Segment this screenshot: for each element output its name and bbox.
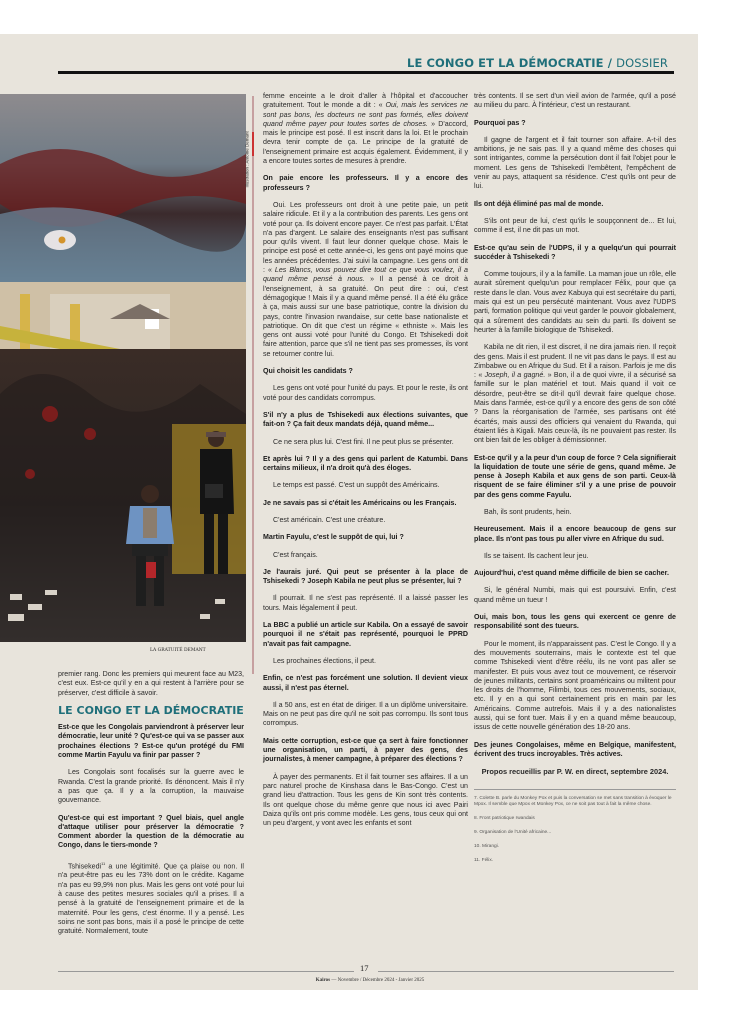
column-1	[58, 670, 244, 944]
paragraph: très contents. Il se sert d'un vieil avion de l'armée, qu'il a posé au milieu du parc. À l'intérieur, c'est un restaurant.	[474, 92, 676, 110]
illustration	[0, 94, 246, 660]
footnote: 7. Colette B. parle du Monkey Pox et puis la conversation se met sans transition à évoquer le Mpox. Il semble que Mpox et Monkey Pox, ce ne soit pas tout à fait la même chose.	[474, 795, 672, 807]
question: Mais cette corruption, est-ce que ça sert à faire fonctionner une organisation, un parti, à payer des gens, des journalistes, à mener campagne, à préparer des élections ?	[263, 736, 468, 764]
column-2	[263, 92, 468, 836]
section-subheading: LE CONGO ET LA DÉMOCRATIE	[58, 703, 244, 717]
text: » Il a pensé à ce droit à l'enseignement, à sa gratuité. On peut dire : oui, c'est démagogique ! Mais il y a quand même pensé. Il a été élu grâce à ça, mais aussi sur une base patriotique, contre la division du pays, contre l'invasion rwandaise, sur cette base nationaliste et patriotique. On dit que c'est un régime « ethniste ». Mais les gens ont aussi voté pour l'unité du Congo. Et Tshisekedi doit faire attention, parce que s'il ne tient pas ses promesses, ils vont se retourner contre lui.	[263, 275, 469, 358]
text: femme enceinte a le droit d'aller à l'hôpital et d'accoucher gratuitement. Tout le monde a dit : «	[263, 92, 468, 110]
footnote: 8. Front patriotique rwandais	[474, 815, 535, 821]
answer: Les gens ont voté pour l'unité du pays. Et pour le reste, ils ont voté pour des candidats corrompus.	[263, 384, 468, 402]
header-rule	[58, 71, 674, 74]
answer	[474, 343, 676, 445]
question: Est-ce qu'il y a la peur d'un coup de force ? Cela signifierait la liquidation de toute une série de gens, quand même. Je pense à Joseph Kabila et aux gens de son parti. Ceux-là risquent de se faire éliminer s'il y a une prise de pouvoir par des gens comme Fayulu.	[474, 453, 676, 499]
header-section: DOSSIER	[616, 56, 668, 70]
text: » Bon, il a de quoi vivre, il a sécurisé sa famille sur le plan matériel et tout. Mais quand il voit ce désordre, peut-être se dit-il qu'il devrait faire quelque chose. Mais dans l'armée, est-ce qu'il y a encore des gens de son côté ? Dans la réorganisation de l'armée, ses partisans ont été écartés, mais aussi des officiers qui venaient du Rwanda, qui étaient liés à Kigali. Mais ceux-là, ils ne pouvaient pas rester. Ils ont bien fait de les obliger à démissionner.	[474, 371, 676, 445]
answer-name: Tshisekedi	[68, 862, 102, 871]
page-number: 17	[360, 963, 369, 973]
quote: Les Blancs, vous pouvez dire tout ce que vous voulez, il a quand même pensé à nous.	[263, 266, 468, 284]
question: Et après lui ? Il y a des gens qui parlent de Katumbi. Dans certains milieux, il n'a droit qu'à des éloges.	[263, 454, 468, 473]
answer: Bah, ils sont prudents, hein.	[484, 507, 572, 516]
issue-date: — Novembre / Décembre 2024 - Janvier 2025	[330, 978, 425, 983]
margin-bar	[252, 96, 254, 674]
footnotes-rule	[474, 789, 676, 790]
answer-text: a une légitimité. Que ça plaise ou non. Il n'a peut-être pas eu les 73% dont on le crédite. Kagame n'a pas eu 99,9% non plus. Mais les gens ont voté pour lui à cause des petites mesures sociales qu'il a prises. Il a pensé à la gratuité de l'enseignement primaire et de la maternité. Pour les gens, c'est énorme. Il y a pensé. Les soins ne sont pas bons, mais il a posé le principe de cette gratuité. Normalement, toute	[58, 862, 244, 936]
question: On paie encore les professeurs. Il y a encore des professeurs ?	[263, 174, 468, 192]
header-separator: /	[603, 56, 617, 70]
question: Oui, mais bon, tous les gens qui exercent ce genre de responsabilité sont des tueurs.	[474, 613, 676, 631]
text: Kabila ne dit rien, il est discret, il ne dira jamais rien. Il reçoit des gens. Mais il est prudent. Il ne vit pas dans le pays. Il est au Zimbabwe ou en Afrique du Sud. Et il a raison. Parfois je me dis : «	[474, 343, 676, 380]
quote: Joseph, il a gagné.	[484, 371, 546, 380]
quote: Oui, mais les services ne sont pas bons, les docteurs ne sont pas formés, elles doivent quand même payer pour toutes sortes de choses.	[263, 101, 468, 128]
question: Heureusement. Mais il a encore beaucoup de gens sur place. Ils n'ont pas tous pu aller vivre en Afrique du sud.	[474, 525, 676, 543]
answer: Pour le moment, ils n'apparaissent pas. C'est le Congo. Il y a des mouvements souterrains, mais le contexte est tel que comme Tshisekedi vient d'être réélu, ils ne vont pas aller se manifester. Et puis vous avez tout ce mouvement, ce réservoir de jeunes militants, certains sont proaméricains ou militent pour les droits de l'homme, Filimbi, tous ces mouvements, sociaux, etc. Il y en a qui sont certainement pris en main par les Américains. Comme autrefois. Mais il y a des nationalistes aussi, qui se font tuer. Mais il y en a quand même beaucoup, issus de cette nouvelle génération des 18-20 ans.	[474, 639, 676, 732]
dossier-header	[407, 56, 668, 70]
artist-signature: LA GRATUITÉ DEMANT	[150, 648, 206, 653]
answer: À payer des permanents. Et il fait tourner ses affaires. Il a un parc naturel proche de Kinshasa dans le Bas-Congo. C'est un grand lieu d'attraction. Tous les gens de Kin sont très contents. Ils ont quelque chose du même genre que nous ici avec Pairi Daiza qu'ils ont pris comme modèle. Les gens, tous ceux qui ont un peu d'argent, y vont avec les enfants et sont	[263, 772, 468, 828]
question: Je l'aurais juré. Qui peut se présenter à la place de Tshisekedi ? Joseph Kabila ne peut plus se présenter, lui ?	[263, 567, 468, 586]
question: Enfin, ce n'est pas forcément une solution. Il devient vieux aussi, il n'est pas éternel.	[263, 674, 468, 692]
question: Est-ce que les Congolais parviendront à préserver leur démocratie, leur unité ? Qu'est-ce qui va se passer aux prochaines élections ? Est-ce qu'un protégé du FMI comme Martin Fayulu va finir par passer ?	[58, 723, 244, 760]
header-title: LE CONGO ET LA DÉMOCRATIE	[407, 56, 604, 70]
answer: Le temps est passé. C'est un suppôt des Américains.	[273, 481, 440, 490]
answer: C'est français.	[273, 550, 318, 559]
footer-rule-right	[378, 971, 674, 972]
publication-name: Kairos	[315, 978, 331, 983]
answer: Si, le général Numbi, mais qui est poursuivi. Enfin, c'est quand même un tueur !	[474, 586, 676, 604]
answer	[58, 859, 244, 937]
footnote: 9. Organisation de l'Unité africaine...	[474, 829, 552, 835]
illustration-credit-text: Illustration : Antoine Demant	[244, 131, 250, 188]
column-3	[474, 92, 676, 872]
question: Martin Fayulu, c'est le suppôt de qui, lui ?	[263, 533, 404, 542]
answer: Les Congolais sont focalisés sur la guerre avec le Rwanda. C'est la grande priorité. Ils dénoncent. Mais il n'y a pas que ça. Il y a la corruption, la mauvaise gouvernance.	[58, 768, 244, 805]
illustration-painting	[0, 94, 246, 660]
text: » D'accord, mais le principe est posé. Il est inscrit dans la loi. Et le prochain devra tenir compte de ça. Le principe de la gratuité de l'enseignement primaire est acquis également. Évidemment, il y a encore toutes sortes de mesures à prendre.	[263, 119, 468, 166]
answer: Les prochaines élections, il peut.	[273, 656, 376, 665]
interview-signature: Propos recueillis par P. W. en direct, septembre 2024.	[481, 767, 669, 777]
paragraph	[263, 92, 468, 166]
question: Est-ce qu'au sein de l'UDPS, il y a quelqu'un qui pourrait succéder à Tshisekedi ?	[474, 243, 676, 261]
footnote-ref: 11	[101, 860, 106, 866]
answer: Il a 50 ans, est en état de diriger. Il a un diplôme universitaire. Mais on ne peut pas dire qu'il ne soit pas corrompu. Ils sont tous corrompus.	[263, 700, 468, 728]
question: Des jeunes Congolaises, même en Belgique, manifestent, écrivent des trucs incroyables. Très actives.	[474, 740, 676, 758]
question: Aujourd'hui, c'est quand même difficile de bien se cacher.	[474, 569, 669, 578]
question: La BBC a publié un article sur Kabila. On a essayé de savoir pourquoi il ne s'était pas représenté, pourquoi le PPRD n'avait pas fait campagne.	[263, 621, 468, 648]
text: Oui. Les professeurs ont droit à une petite paie, un petit salaire ridicule. Et il y a la contribution des parents. Les gens ont voté pour ça. Ils doivent encore payer. Ce n'est pas parfait. L'État n'a pas d'argent. Le salaire des enseignants n'est pas suffisant pour qu'ils vivent. Il faut leur donner quelque chose. Mais le principe est posé et cette année-ci, les gens ont payé moins que les années précédentes. J'ai suivi la campagne. Les gens ont dit : «	[263, 200, 468, 275]
question: Ils ont déjà éliminé pas mal de monde.	[474, 199, 604, 208]
answer: Il pourrait. Il ne s'est pas représenté. Il a laissé passer les tours. Mais légalement il peut.	[263, 594, 468, 612]
footer-rule-left	[58, 971, 354, 972]
footer-publication	[260, 978, 480, 983]
answer: Comme toujours, il y a la famille. La maman joue un rôle, elle aurait sûrement quelqu'un pour remplacer Félix, pour que ça reste dans le clan. Vous avez Kabuya qui est secrétaire du parti, mais qui est un peu persécuté maintenant. Vous avez l'UDPS parti, formation politique qui veut garder le pouvoir globalement, qui a sûrement des candidats au sein du parti. Ils doivent se heurter à la famille biologique de Tshisekedi.	[474, 270, 677, 334]
question: Pourquoi pas ?	[474, 118, 526, 127]
margin-bar-accent	[252, 132, 254, 156]
question: Je ne savais pas si c'était les Américains ou les Français.	[263, 498, 457, 507]
answer	[263, 201, 468, 359]
question: S'il n'y a plus de Tshisekedi aux élections suivantes, que fait-on ? Ça fait deux mandats déjà, quand même...	[263, 410, 468, 429]
illustration-credit	[242, 98, 250, 198]
question: Qu'est-ce qui est important ? Quel biais, quel angle d'attaque utiliser pour préserver la démocratie ? Comment aborder la question de la démocratie au Congo, dans le tiers-monde ?	[58, 813, 244, 850]
footnote: 11. Félix.	[474, 857, 494, 863]
answer: C'est américain. C'est une créature.	[273, 515, 386, 524]
paragraph: premier rang. Donc les premiers qui meurent face au M23, c'est eux. Est-ce qu'il y en a qui restent à l'arrière pour se préserver, c'est difficile à savoir.	[58, 670, 244, 697]
answer: S'ils ont peur de lui, c'est qu'ils le soupçonnent de... Et lui, comme il est, il ne dit pas un mot.	[474, 216, 676, 235]
magazine-page	[0, 34, 698, 990]
footnote: 10. Mirangi.	[474, 843, 500, 849]
answer: Il gagne de l'argent et il fait tourner son affaire. A-t-il des ambitions, je ne sais pas. Il y a quand même des choses qui sont intrigantes, comme la persécution dont il fait l'objet pour le moment. Les gens de Tshisekedi l'embêtent, l'empêchent de venir au pays, attaquent sa résidence. C'est qu'ils ont peur de lui.	[474, 135, 676, 191]
question: Qui choisit les candidats ?	[263, 367, 353, 376]
answer: Ce ne sera plus lui. C'est fini. Il ne peut plus se présenter.	[273, 437, 454, 446]
answer: Ils se taisent. Ils cachent leur jeu.	[484, 551, 589, 560]
